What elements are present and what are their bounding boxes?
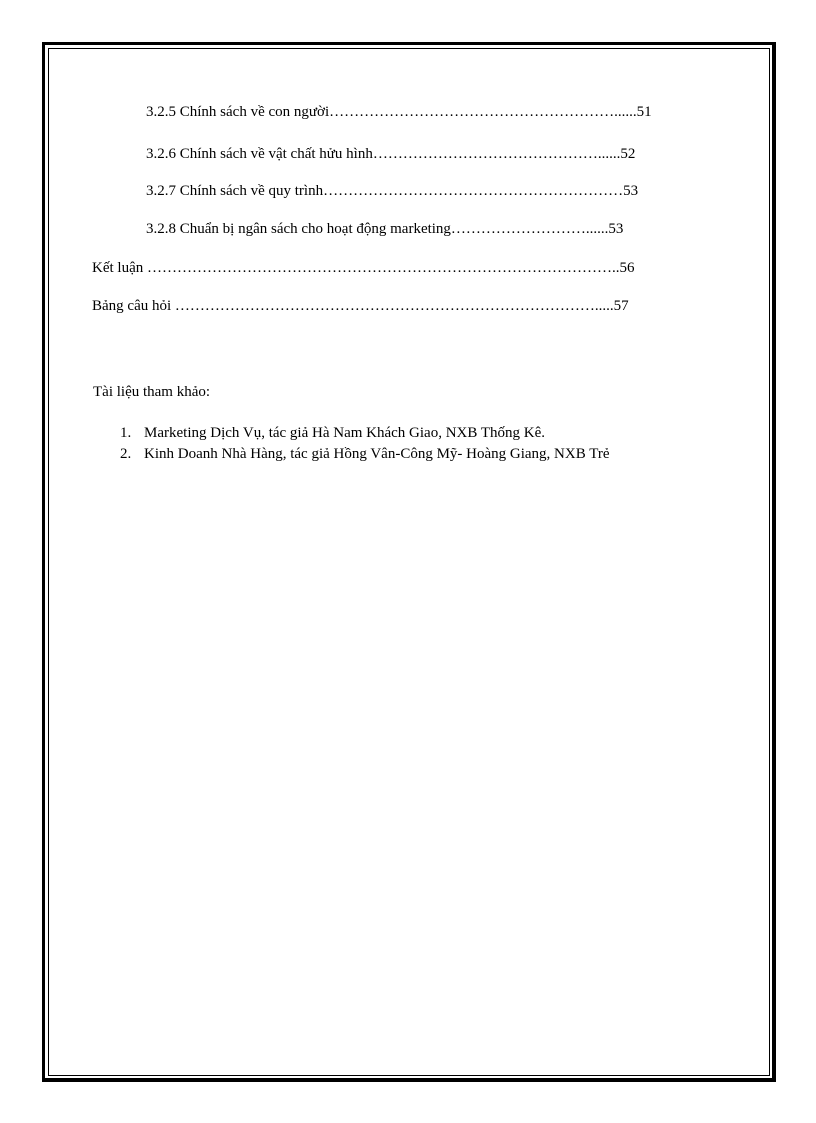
references-list bbox=[120, 423, 610, 465]
reference-text: Marketing Dịch Vụ, tác giả Hà Nam Khách Giao, NXB Thống Kê. bbox=[144, 425, 546, 441]
page-border-inner bbox=[48, 48, 770, 1076]
toc-entry-3-2-5: 3.2.5 Chính sách về con người…………………………………………………......51 bbox=[146, 104, 652, 120]
toc-entry-3-2-6: 3.2.6 Chính sách về vật chất hửu hình………………………………………......52 bbox=[146, 146, 636, 162]
references-title: Tài liệu tham khảo: bbox=[93, 384, 211, 400]
reference-number: 2. bbox=[120, 446, 132, 462]
toc-entry-ket-luan: Kết luận …………………………………………………………………………………..56 bbox=[92, 260, 635, 276]
reference-text: Kinh Doanh Nhà Hàng, tác giả Hồng Vân-Công Mỹ- Hoàng Giang, NXB Trẻ bbox=[144, 446, 610, 462]
toc-entry-bang-cau-hoi: Bảng câu hỏi ………………………………………………………………………….....57 bbox=[92, 298, 629, 314]
toc-entry-3-2-8: 3.2.8 Chuẩn bị ngân sách cho hoạt động marketing………………………......53 bbox=[146, 221, 624, 237]
reference-item bbox=[120, 444, 610, 465]
reference-number: 1. bbox=[120, 425, 132, 441]
toc-entry-3-2-7: 3.2.7 Chính sách về quy trình……………………………………………………53 bbox=[146, 183, 639, 199]
reference-item bbox=[120, 423, 610, 444]
